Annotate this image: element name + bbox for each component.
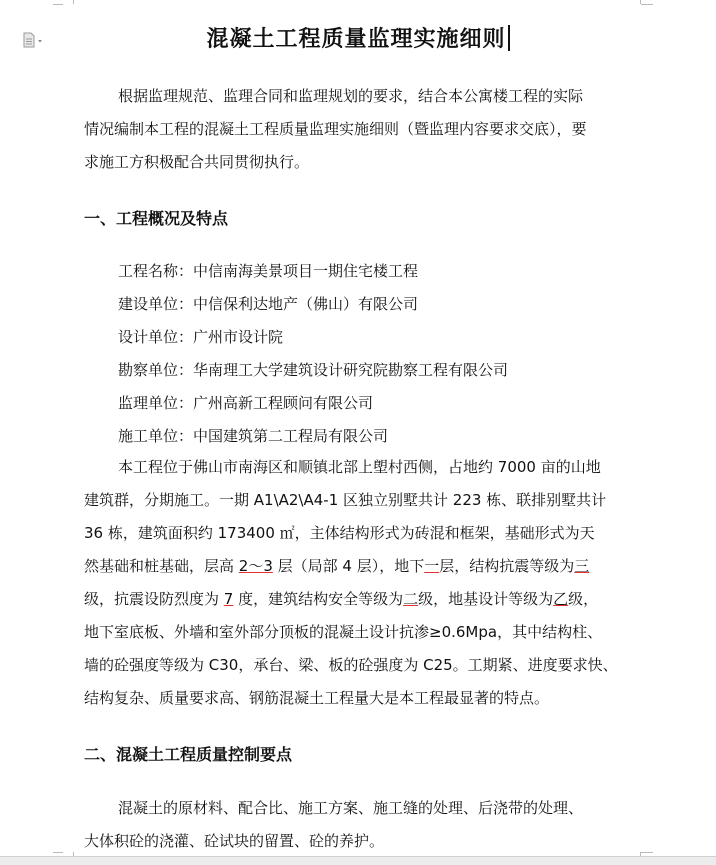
overview-line-8: 结构复杂、质量要求高、钢筋混凝土工程量大是本工程最显著的特点。 bbox=[84, 689, 550, 707]
overview-line-1: 本工程位于佛山市南海区和顺镇北部上塱村西侧，占地约 7000 亩的山地 bbox=[118, 458, 601, 476]
document-title-text: 混凝土工程质量监理实施细则 bbox=[206, 27, 506, 52]
overview-line-4 bbox=[84, 550, 644, 583]
overview-line-3: 36 栋，建筑面积约 173400 ㎡，主体结构形式为砖混和框架，基础形式为天 bbox=[84, 524, 595, 542]
text-run: 层，结构抗震等级为 bbox=[439, 557, 575, 575]
control-line-2: 大体积砼的浇灌、砼试块的留置、砼的养护。 bbox=[84, 832, 385, 850]
text-run: 层（局部 4 层），地下 bbox=[272, 557, 425, 575]
text-run: 然基础和桩基础，层高 bbox=[84, 557, 239, 575]
spellcheck-underline: 一 bbox=[424, 557, 440, 575]
crop-mark bbox=[63, 0, 74, 4]
spellcheck-underline: 2～3 bbox=[238, 557, 273, 575]
construction-unit: 施工单位：中国建筑第二工程局有限公司 bbox=[118, 427, 389, 445]
document-title[interactable] bbox=[0, 22, 716, 53]
design-unit: 设计单位：广州市设计院 bbox=[118, 328, 284, 346]
section-1-heading: 一、工程概况及特点 bbox=[84, 209, 229, 228]
spellcheck-underline: 二 bbox=[403, 590, 419, 608]
text-run: 级，抗震设防烈度为 bbox=[84, 590, 224, 608]
developer: 建设单位：中信保利达地产（佛山）有限公司 bbox=[118, 295, 419, 313]
text-run: 度，建筑结构安全等级为 bbox=[233, 590, 404, 608]
crop-mark bbox=[53, 852, 63, 853]
spellcheck-underline: 7 bbox=[223, 590, 234, 608]
intro-line-3: 求施工方积极配合共同贯彻执行。 bbox=[84, 153, 310, 171]
spellcheck-underline: 乙 bbox=[553, 590, 569, 608]
intro-line-2: 情况编制本工程的混凝土工程质量监理实施细则（暨监理内容要求交底），要 bbox=[84, 120, 587, 138]
text-cursor bbox=[508, 25, 510, 51]
supervision-unit: 监理单位：广州高新工程顾问有限公司 bbox=[118, 394, 374, 412]
crop-mark bbox=[641, 4, 653, 5]
overview-line-5 bbox=[84, 583, 644, 616]
text-run: 级，地基设计等级为 bbox=[418, 590, 554, 608]
crop-mark bbox=[53, 4, 63, 5]
survey-unit: 勘察单位：华南理工大学建筑设计研究院勘察工程有限公司 bbox=[118, 361, 509, 379]
project-name: 工程名称：中信南海美景项目一期住宅楼工程 bbox=[118, 262, 419, 280]
overview-line-2: 建筑群，分期施工。一期 A1\A2\A4-1 区独立别墅共计 223 栋、联排别墅共计 bbox=[84, 491, 607, 509]
overview-line-7: 墙的砼强度等级为 C30，承台、梁、板的砼强度为 C25。工期紧、进度要求快、 bbox=[84, 656, 618, 674]
spellcheck-underline: 三 bbox=[574, 557, 590, 575]
intro-line-1: 根据监理规范、监理合同和监理规划的要求，结合本公寓楼工程的实际 bbox=[118, 87, 584, 105]
text-run: 级， bbox=[568, 590, 599, 608]
overview-line-6: 地下室底板、外墙和室外部分顶板的混凝土设计抗渗≥0.6Mpa，其中结构柱、 bbox=[84, 623, 603, 641]
section-2-heading: 二、混凝土工程质量控制要点 bbox=[84, 745, 293, 764]
control-line-1: 混凝土的原材料、配合比、施工方案、施工缝的处理、后浇带的处理、 bbox=[118, 799, 584, 817]
